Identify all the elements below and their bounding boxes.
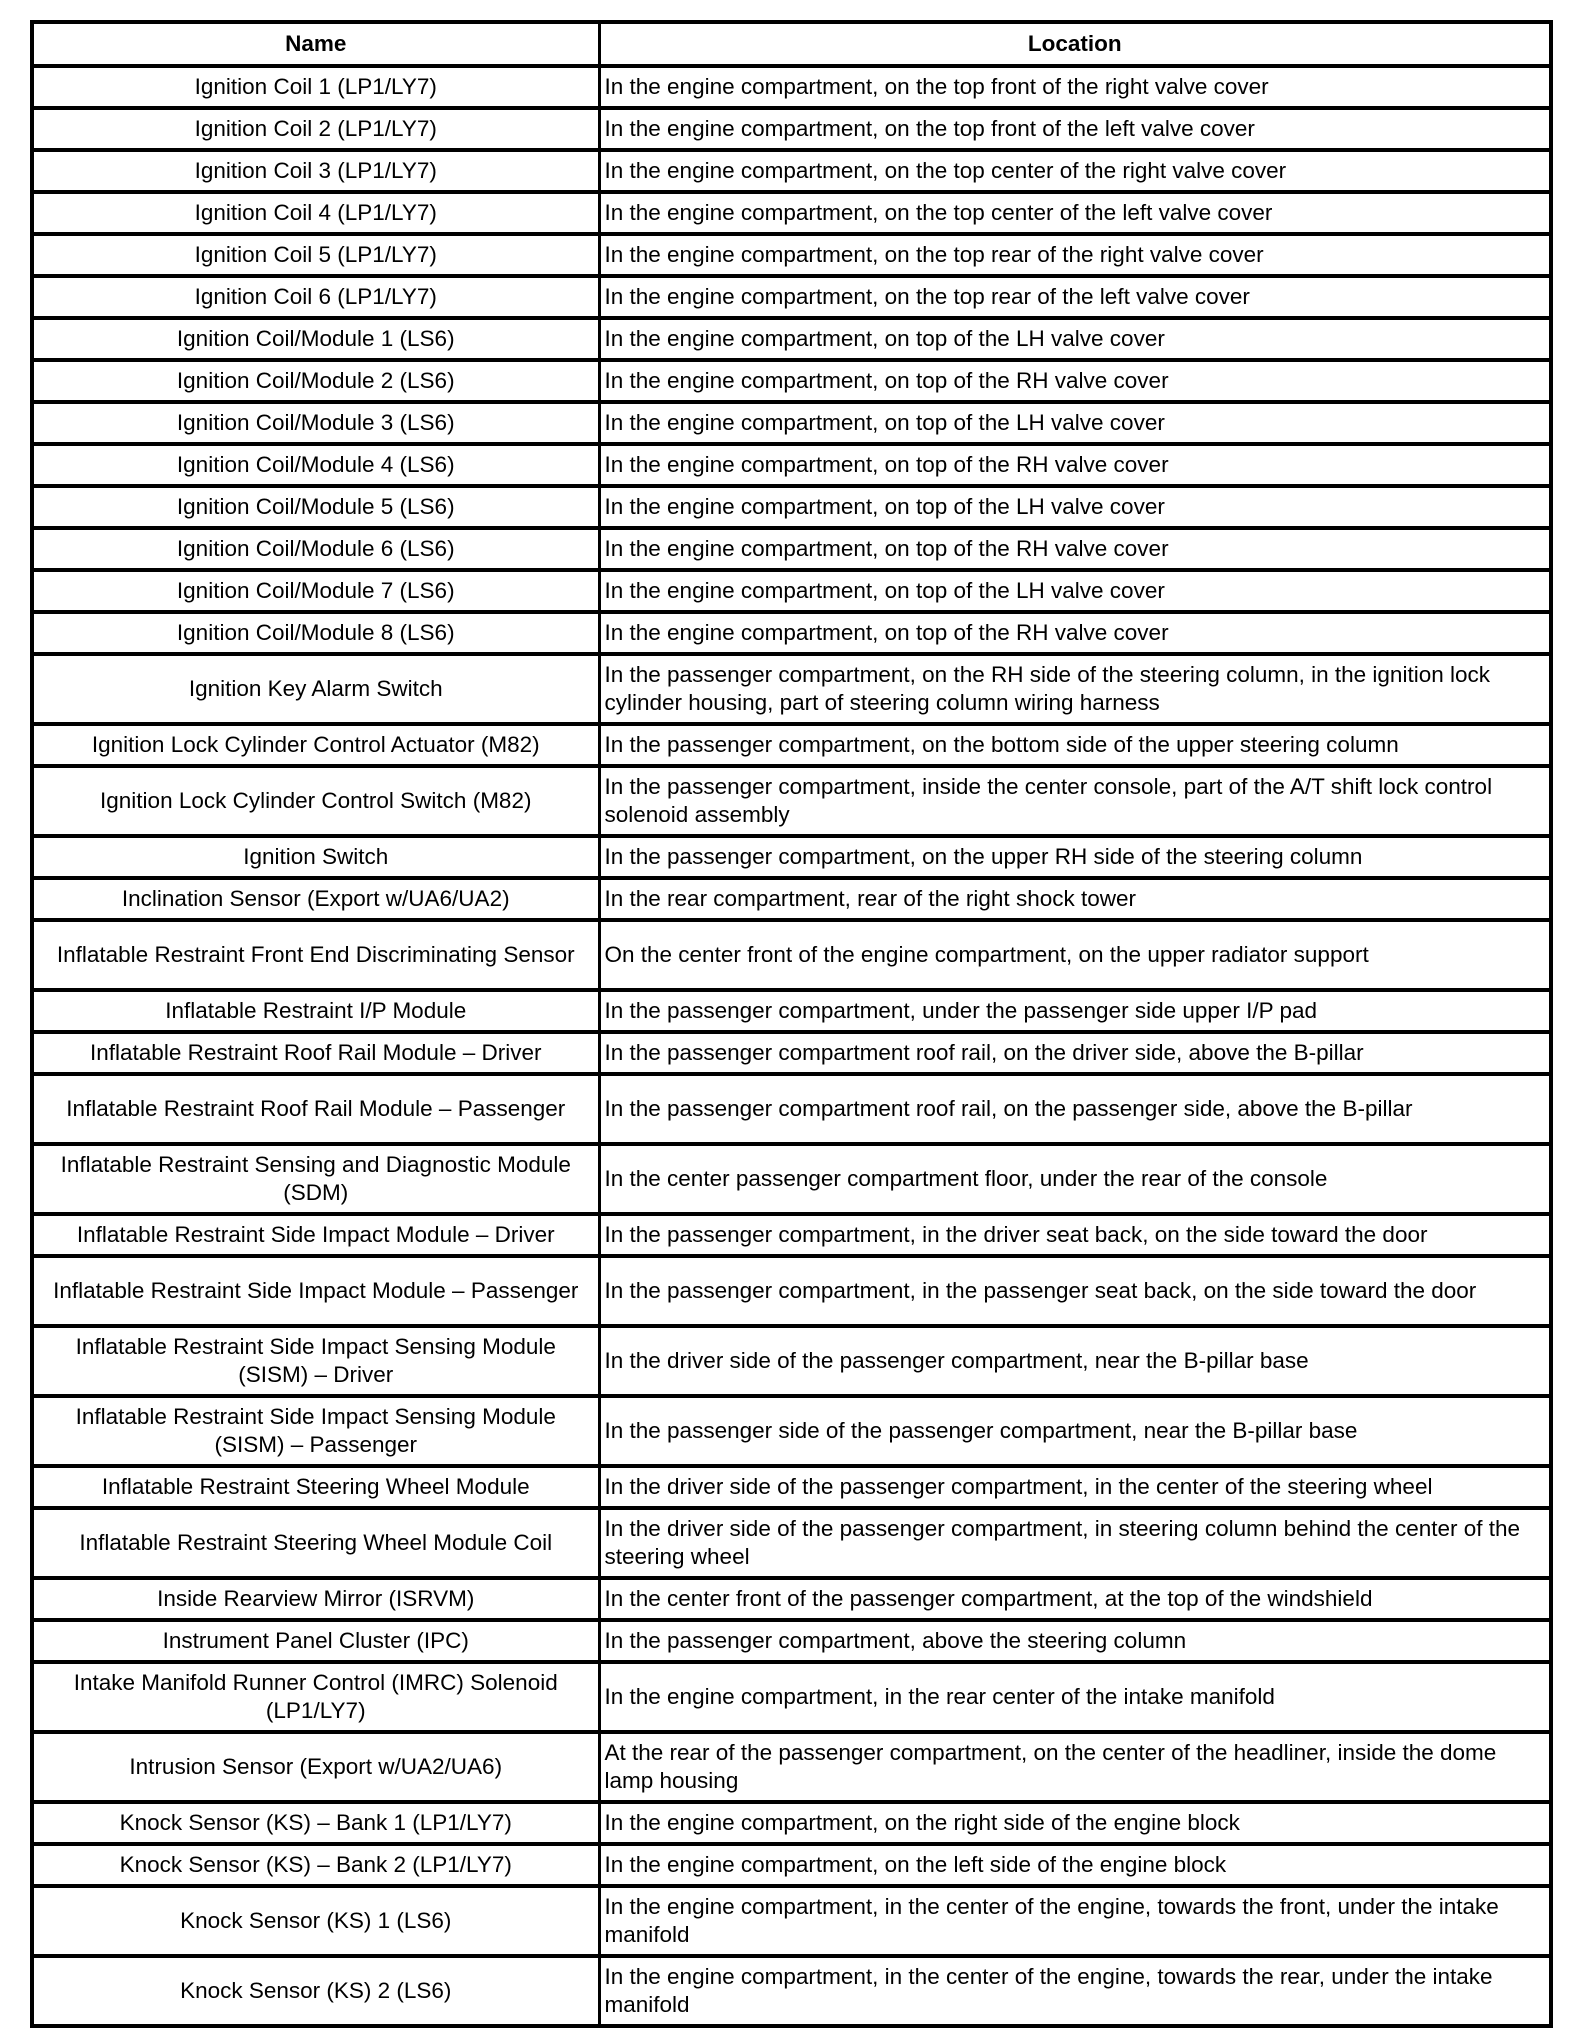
- component-name-cell: Ignition Coil/Module 1 (LS6): [32, 318, 599, 360]
- column-header-name: Name: [32, 22, 599, 66]
- component-name-cell: Ignition Coil/Module 4 (LS6): [32, 444, 599, 486]
- component-location-cell: In the passenger compartment, in the passenger seat back, on the side toward the door: [599, 1256, 1551, 1326]
- table-row: [32, 1326, 1551, 1396]
- component-location-cell: In the engine compartment, on top of the LH valve cover: [599, 570, 1551, 612]
- component-location-cell: In the engine compartment, on top of the LH valve cover: [599, 486, 1551, 528]
- component-location-cell: In the engine compartment, on top of the RH valve cover: [599, 612, 1551, 654]
- table-row: [32, 1256, 1551, 1326]
- component-name-cell: Inflatable Restraint Front End Discriminating Sensor: [32, 920, 599, 990]
- component-name-cell: Ignition Coil/Module 7 (LS6): [32, 570, 599, 612]
- component-location-cell: In the driver side of the passenger compartment, in steering column behind the center of the steering wheel: [599, 1508, 1551, 1578]
- component-name-cell: Inflatable Restraint Sensing and Diagnostic Module (SDM): [32, 1144, 599, 1214]
- component-name-cell: Inflatable Restraint Steering Wheel Module: [32, 1466, 599, 1508]
- component-name-cell: Ignition Coil 5 (LP1/LY7): [32, 234, 599, 276]
- column-header-location: Location: [599, 22, 1551, 66]
- table-row: [32, 528, 1551, 570]
- table-row: [32, 1802, 1551, 1844]
- component-name-cell: Inside Rearview Mirror (ISRVM): [32, 1578, 599, 1620]
- component-location-cell: In the engine compartment, on top of the RH valve cover: [599, 528, 1551, 570]
- component-location-cell: In the passenger compartment, above the steering column: [599, 1620, 1551, 1662]
- table-row: [32, 66, 1551, 108]
- component-location-cell: In the passenger compartment, under the passenger side upper I/P pad: [599, 990, 1551, 1032]
- component-location-cell: In the engine compartment, on the top front of the left valve cover: [599, 108, 1551, 150]
- component-location-cell: In the engine compartment, in the center of the engine, towards the rear, under the intake manifold: [599, 1956, 1551, 2026]
- component-name-cell: Ignition Key Alarm Switch: [32, 654, 599, 724]
- component-name-cell: Inflatable Restraint Roof Rail Module – Driver: [32, 1032, 599, 1074]
- component-location-cell: In the engine compartment, on the top center of the left valve cover: [599, 192, 1551, 234]
- component-location-cell: In the passenger compartment, in the driver seat back, on the side toward the door: [599, 1214, 1551, 1256]
- component-location-cell: In the passenger compartment roof rail, on the passenger side, above the B-pillar: [599, 1074, 1551, 1144]
- component-location-cell: In the engine compartment, on top of the RH valve cover: [599, 444, 1551, 486]
- component-location-cell: In the driver side of the passenger compartment, near the B-pillar base: [599, 1326, 1551, 1396]
- component-name-cell: Ignition Lock Cylinder Control Actuator (M82): [32, 724, 599, 766]
- table-row: [32, 234, 1551, 276]
- component-location-cell: In the engine compartment, on the right side of the engine block: [599, 1802, 1551, 1844]
- component-name-cell: Ignition Coil 2 (LP1/LY7): [32, 108, 599, 150]
- table-row: [32, 1844, 1551, 1886]
- component-name-cell: Ignition Coil/Module 2 (LS6): [32, 360, 599, 402]
- component-name-cell: Inflatable Restraint Steering Wheel Module Coil: [32, 1508, 599, 1578]
- component-location-cell: In the engine compartment, on top of the RH valve cover: [599, 360, 1551, 402]
- table-row: [32, 1396, 1551, 1466]
- table-row: [32, 1144, 1551, 1214]
- table-row: [32, 1956, 1551, 2026]
- table-row: [32, 1620, 1551, 1662]
- component-location-cell: In the passenger side of the passenger compartment, near the B-pillar base: [599, 1396, 1551, 1466]
- component-location-cell: In the engine compartment, in the center of the engine, towards the front, under the intake manifold: [599, 1886, 1551, 1956]
- table-row: [32, 108, 1551, 150]
- component-name-cell: Inflatable Restraint Roof Rail Module – Passenger: [32, 1074, 599, 1144]
- component-name-cell: Knock Sensor (KS) 2 (LS6): [32, 1956, 599, 2026]
- component-name-cell: Ignition Coil 1 (LP1/LY7): [32, 66, 599, 108]
- component-location-cell: In the passenger compartment, on the bottom side of the upper steering column: [599, 724, 1551, 766]
- component-location-cell: In the passenger compartment, on the upper RH side of the steering column: [599, 836, 1551, 878]
- table-row: [32, 360, 1551, 402]
- table-row: [32, 766, 1551, 836]
- table-row: [32, 444, 1551, 486]
- component-name-cell: Inflatable Restraint Side Impact Sensing Module (SISM) – Passenger: [32, 1396, 599, 1466]
- component-name-cell: Intake Manifold Runner Control (IMRC) Solenoid (LP1/LY7): [32, 1662, 599, 1732]
- component-location-cell: In the engine compartment, on the left side of the engine block: [599, 1844, 1551, 1886]
- table-row: [32, 920, 1551, 990]
- table-row: [32, 1074, 1551, 1144]
- table-row: [32, 990, 1551, 1032]
- component-location-cell: In the center passenger compartment floor, under the rear of the console: [599, 1144, 1551, 1214]
- component-name-cell: Ignition Coil 6 (LP1/LY7): [32, 276, 599, 318]
- component-name-cell: Ignition Coil/Module 5 (LS6): [32, 486, 599, 528]
- component-name-cell: Knock Sensor (KS) – Bank 1 (LP1/LY7): [32, 1802, 599, 1844]
- table-row: [32, 1466, 1551, 1508]
- table-row: [32, 570, 1551, 612]
- component-name-cell: Inflatable Restraint Side Impact Module – Passenger: [32, 1256, 599, 1326]
- table-row: [32, 1732, 1551, 1802]
- component-name-cell: Ignition Switch: [32, 836, 599, 878]
- component-name-cell: Knock Sensor (KS) – Bank 2 (LP1/LY7): [32, 1844, 599, 1886]
- table-row: [32, 654, 1551, 724]
- component-location-cell: In the center front of the passenger compartment, at the top of the windshield: [599, 1578, 1551, 1620]
- component-name-cell: Inflatable Restraint Side Impact Sensing Module (SISM) – Driver: [32, 1326, 599, 1396]
- component-location-table: [30, 20, 1553, 2028]
- table-row: [32, 276, 1551, 318]
- component-location-cell: In the engine compartment, in the rear center of the intake manifold: [599, 1662, 1551, 1732]
- table-row: [32, 402, 1551, 444]
- component-location-cell: On the center front of the engine compartment, on the upper radiator support: [599, 920, 1551, 990]
- component-location-cell: In the passenger compartment, on the RH side of the steering column, in the ignition lock cylinder housing, part of steering column wiring harness: [599, 654, 1551, 724]
- table-row: [32, 150, 1551, 192]
- component-name-cell: Ignition Coil 4 (LP1/LY7): [32, 192, 599, 234]
- table-row: [32, 878, 1551, 920]
- component-location-cell: In the engine compartment, on top of the LH valve cover: [599, 402, 1551, 444]
- table-row: [32, 1508, 1551, 1578]
- table-row: [32, 1578, 1551, 1620]
- component-name-cell: Instrument Panel Cluster (IPC): [32, 1620, 599, 1662]
- table-row: [32, 318, 1551, 360]
- table-row: [32, 1662, 1551, 1732]
- component-location-cell: At the rear of the passenger compartment, on the center of the headliner, inside the dome lamp housing: [599, 1732, 1551, 1802]
- component-location-cell: In the engine compartment, on the top rear of the right valve cover: [599, 234, 1551, 276]
- component-location-cell: In the engine compartment, on top of the LH valve cover: [599, 318, 1551, 360]
- component-location-cell: In the rear compartment, rear of the right shock tower: [599, 878, 1551, 920]
- component-location-cell: In the driver side of the passenger compartment, in the center of the steering wheel: [599, 1466, 1551, 1508]
- component-name-cell: Inflatable Restraint Side Impact Module – Driver: [32, 1214, 599, 1256]
- table-row: [32, 612, 1551, 654]
- component-name-cell: Inclination Sensor (Export w/UA6/UA2): [32, 878, 599, 920]
- table-row: [32, 486, 1551, 528]
- component-name-cell: Ignition Coil/Module 3 (LS6): [32, 402, 599, 444]
- table-row: [32, 724, 1551, 766]
- table-row: [32, 1032, 1551, 1074]
- component-location-cell: In the engine compartment, on the top rear of the left valve cover: [599, 276, 1551, 318]
- component-name-cell: Ignition Coil/Module 8 (LS6): [32, 612, 599, 654]
- component-location-cell: In the passenger compartment roof rail, on the driver side, above the B-pillar: [599, 1032, 1551, 1074]
- component-name-cell: Ignition Lock Cylinder Control Switch (M82): [32, 766, 599, 836]
- table-row: [32, 836, 1551, 878]
- component-location-cell: In the passenger compartment, inside the center console, part of the A/T shift lock control solenoid assembly: [599, 766, 1551, 836]
- component-name-cell: Intrusion Sensor (Export w/UA2/UA6): [32, 1732, 599, 1802]
- table-row: [32, 1886, 1551, 1956]
- table-body: [32, 66, 1551, 2026]
- table-row: [32, 1214, 1551, 1256]
- table-header-row: [32, 22, 1551, 66]
- component-name-cell: Inflatable Restraint I/P Module: [32, 990, 599, 1032]
- component-name-cell: Ignition Coil/Module 6 (LS6): [32, 528, 599, 570]
- component-name-cell: Knock Sensor (KS) 1 (LS6): [32, 1886, 599, 1956]
- table-row: [32, 192, 1551, 234]
- component-name-cell: Ignition Coil 3 (LP1/LY7): [32, 150, 599, 192]
- component-location-cell: In the engine compartment, on the top front of the right valve cover: [599, 66, 1551, 108]
- component-location-cell: In the engine compartment, on the top center of the right valve cover: [599, 150, 1551, 192]
